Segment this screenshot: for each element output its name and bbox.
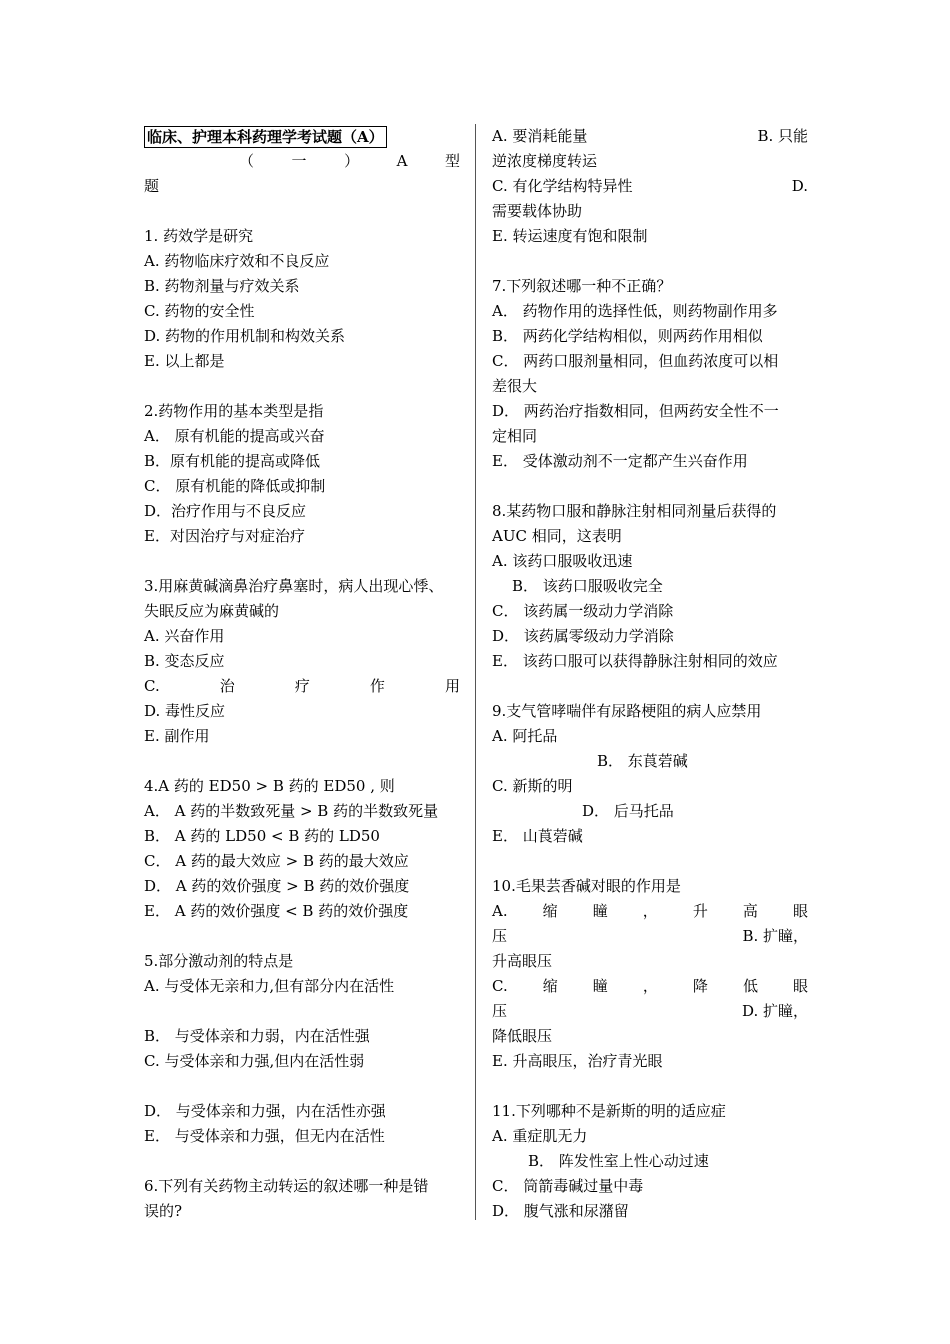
- option-d-cont: 定相同: [492, 427, 538, 445]
- option-e: E． 受体激动剂不一定都产生兴奋作用: [492, 452, 748, 470]
- option-c: C. 有化学结构特异性: [492, 177, 633, 195]
- option-b: B． 与受体亲和力弱，内在活性强: [144, 1027, 370, 1045]
- option-c: C. 药物的安全性: [144, 302, 255, 320]
- option-c: C． 该药属一级动力学消除: [492, 602, 674, 620]
- option-a-cont: 压: [492, 927, 508, 945]
- option-d: D． 后马托品: [582, 802, 674, 820]
- question-stem: 4.A 药的 ED50 > B 药的 ED50 , 则: [144, 777, 395, 795]
- option-c: C． 筒箭毒碱过量中毒: [492, 1177, 644, 1195]
- option-b: B． 东莨菪碱: [597, 752, 688, 770]
- question-stem: 2.药物作用的基本类型是指: [144, 402, 324, 420]
- right-column: [492, 124, 808, 1224]
- option-b: B. 变态反应: [144, 652, 225, 670]
- option-a: A. 兴奋作用: [144, 627, 225, 645]
- option-a: A． A 药的半数致死量 > B 药的半数致死量: [144, 802, 439, 820]
- option-c: C. 与受体亲和力强,但内在活性弱: [144, 1052, 365, 1070]
- question-stem: 9.支气管哮喘伴有尿路梗阻的病人应禁用: [492, 702, 762, 720]
- option-b: B． 阵发性室上性心动过速: [528, 1152, 709, 1170]
- option-d: D． 与受体亲和力强，内在活性亦强: [144, 1102, 386, 1120]
- option-a: A. 要消耗能量: [492, 127, 588, 145]
- option-b: B. 只能: [757, 127, 808, 145]
- option-d: D． A 药的效价强度 > B 药的效价强度: [144, 877, 410, 895]
- option-b: B．原有机能的提高或降低: [144, 452, 321, 470]
- option-c: C． 原有机能的降低或抑制: [144, 477, 326, 495]
- question-stem: 11.下列哪种不是新斯的明的适应症: [492, 1102, 726, 1120]
- option-e: E． A 药的效价强度 < B 药的效价强度: [144, 902, 409, 920]
- question-1: [144, 224, 460, 374]
- question-stem: 10.毛果芸香碱对眼的作用是: [492, 877, 681, 895]
- option-b: B． 两药化学结构相似，则两药作用相似: [492, 327, 763, 345]
- question-stem-cont: 误的?: [144, 1202, 183, 1220]
- option-c-cont: 差很大: [492, 377, 538, 395]
- exam-title: 临床、护理本科药理学考试题（A）: [144, 126, 387, 148]
- question-2: [144, 399, 460, 549]
- question-stem: 8.某药物口服和静脉注射相同剂量后获得的: [492, 502, 777, 520]
- option-a: A． 原有机能的提高或兴奋: [144, 427, 325, 445]
- option-c: C． A 药的最大效应 > B 药的最大效应: [144, 852, 409, 870]
- question-stem: 5.部分激动剂的特点是: [144, 952, 294, 970]
- option-b: B． A 药的 LD50 < B 药的 LD50: [144, 827, 380, 845]
- option-c-d: [492, 999, 808, 1024]
- option-d: D． 该药属零级动力学消除: [492, 627, 674, 645]
- option-a: A. 重症肌无力: [492, 1127, 588, 1145]
- section-heading: （ 一 ） A 型: [239, 152, 460, 170]
- question-10: [492, 874, 808, 1074]
- option-a: A. 缩 瞳 ， 升 高 眼: [492, 902, 808, 920]
- option-d-cont: 降低眼压: [492, 1027, 553, 1045]
- column-divider: [475, 124, 476, 1220]
- option-a: A. 阿托品: [492, 727, 558, 745]
- option-d: D. 药物的作用机制和构效关系: [144, 327, 346, 345]
- option-e: E． 与受体亲和力强，但无内在活性: [144, 1127, 385, 1145]
- option-d: D． 腹气涨和尿潴留: [492, 1202, 629, 1220]
- question-stem: 3.用麻黄碱滴鼻治疗鼻塞时，病人出现心悸、: [144, 577, 444, 595]
- option-a-b: [492, 124, 808, 149]
- question-stem: 6.下列有关药物主动转运的叙述哪一种是错: [144, 1177, 429, 1195]
- option-b: B． 该药口服吸收完全: [512, 577, 663, 595]
- option-e: E． 山莨菪碱: [492, 827, 583, 845]
- option-b: B. 扩瞳，: [742, 927, 808, 945]
- option-c-cont: 压: [492, 1002, 508, 1020]
- option-c: C. 缩 瞳 ， 降 低 眼: [492, 977, 808, 995]
- question-stem-cont: 失眠反应为麻黄碱的: [144, 602, 280, 620]
- option-d-cont: 需要载体协助: [492, 202, 583, 220]
- question-7: [492, 274, 808, 474]
- option-e: E. 转运速度有饱和限制: [492, 227, 648, 245]
- question-stem: 1. 药效学是研究: [144, 227, 254, 245]
- question-3: [144, 574, 460, 749]
- option-c: C． 两药口服剂量相同，但血药浓度可以相: [492, 352, 779, 370]
- option-e: E．对因治疗与对症治疗: [144, 527, 305, 545]
- option-d: D． 两药治疗指数相同，但两药安全性不一: [492, 402, 779, 420]
- question-5: [144, 949, 460, 1149]
- option-a: A． 药物作用的选择性低，则药物副作用多: [492, 302, 778, 320]
- option-b-cont: 升高眼压: [492, 952, 553, 970]
- option-e: E． 该药口服可以获得静脉注射相同的效应: [492, 652, 778, 670]
- option-d: D. 扩瞳，: [741, 1002, 808, 1020]
- question-9: [492, 699, 808, 849]
- option-a: A. 与受体无亲和力,但有部分内在活性: [144, 977, 395, 995]
- option-c-d: [492, 174, 808, 199]
- section-heading-cont: 题: [144, 177, 160, 195]
- option-d: D. 毒性反应: [144, 702, 226, 720]
- option-a: A. 该药口服吸收迅速: [492, 552, 633, 570]
- question-4: [144, 774, 460, 924]
- question-6: [144, 1174, 460, 1224]
- option-b: B. 药物剂量与疗效关系: [144, 277, 300, 295]
- option-c: C. 治 疗 作 用: [144, 677, 460, 695]
- option-e: E. 升高眼压，治疗青光眼: [492, 1052, 663, 1070]
- option-a: A. 药物临床疗效和不良反应: [144, 252, 330, 270]
- option-b-cont: 逆浓度梯度转运: [492, 152, 598, 170]
- option-c: C. 新斯的明: [492, 777, 573, 795]
- question-11: [492, 1099, 808, 1224]
- question-stem-cont: AUC 相同，这表明: [492, 527, 622, 545]
- question-6-options: [492, 124, 808, 249]
- left-column: [144, 124, 460, 1224]
- option-e: E. 副作用: [144, 727, 210, 745]
- question-8: [492, 499, 808, 674]
- option-e: E. 以上都是: [144, 352, 225, 370]
- option-d: D.: [791, 177, 808, 195]
- option-d: D．治疗作用与不良反应: [144, 502, 307, 520]
- option-a-b: [492, 924, 808, 949]
- question-stem: 7.下列叙述哪一种不正确？: [492, 277, 672, 295]
